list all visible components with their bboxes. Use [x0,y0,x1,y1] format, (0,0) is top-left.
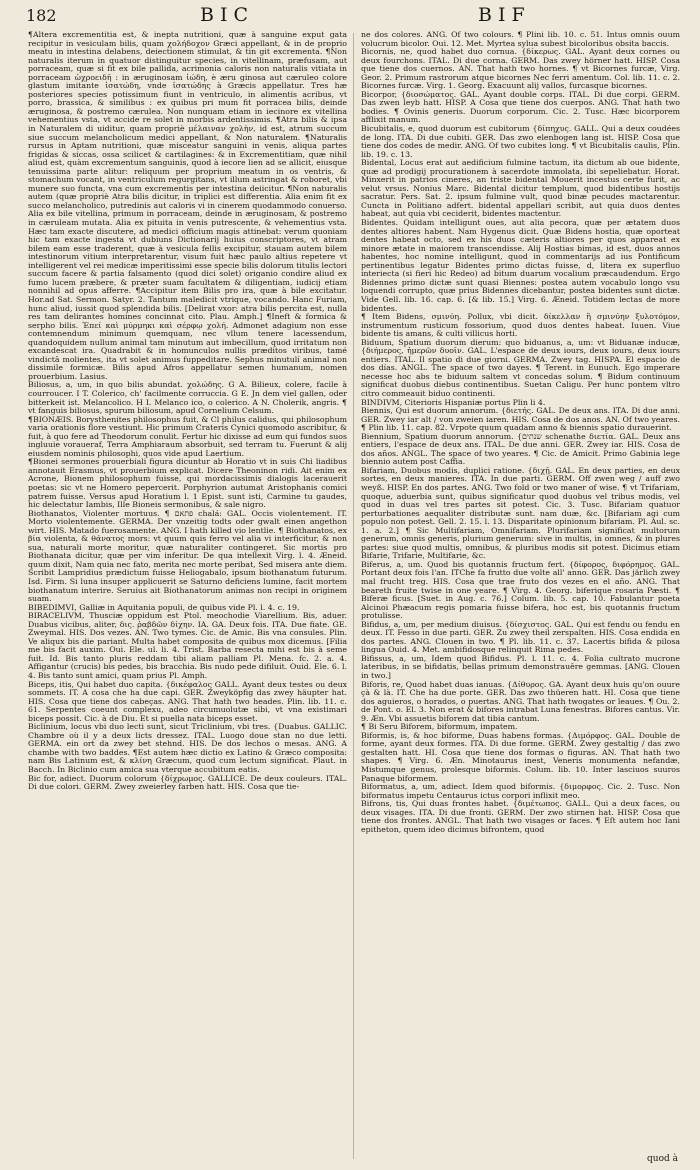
dictionary-entry: Biennis, Qui est duorum annorum. {διετής. GAL. De deux ans. ITA. Di due anni. GER. Zwey iar alt / von zweien iaren. HIS. Cosa de dos anos. AN. Of two yeares. ¶ Plin lib. 11. cap. 82. Vrpote quum quadam anno & biennis spatio durauerint. [361,406,680,433]
dictionary-entry: Bifrons, tis, Qui duas frontes habet. {διμέτωπος. GALL. Qui a deux faces, ou deux visages. ITA. Di due fronti. GERM. Der zwo stirnen hat. HISP. Cosa que tiene dos frontes. ANGL. That hath two visages or faces. ¶ Eſt autem hoc Iani epitheton, quem ideo dicimus bifrontem, quod [361,799,680,834]
dictionary-entry: Bifariam, Duobus modis, duplici ratione. {διχῇ. GAL. En deux parties, en deux sortes, en deux manieres. ITA. In due parti. GERM. Off zwen weg / auff zwo weyß. HISP. En dos partes. ANG. Two fold or two maner of wise. ¶ vt Trifariam, quoque, aduerbia sunt, quibus significatur quod duobus vel tribus modis, vel quod in duas vel tres partes sit potest. Cic. 3. Tusc. Bifariam quatuor perturbationes aequaliter distributæ sunt. nam duæ, &c. [Bifariam agi cum populo non potest. Gell. 2. 15. l. 13. Disparitate opinionum bifariam. Pl. Aul. sc. 1. a. 2.] ¶ Sic Multifariam, Omnifariam. Plurifariam significat multorum generum, omnis generis, plurium generum: sive in multis, in omnes, & in plures partes: siue quod multis, omnibus, & pluribus modis sit potest. Dicimus etiam Bifarie, Trifarie, Multifarie, &c. [361,465,680,561]
dictionary-entry: ¶Bionei sermones prouerbiali figura dicuntur ab Horatio vt in suis Chi liadibus annotauit Erasmus, vt prouerbium explicat. Dicere Theoninon ridi. Ait enim ex Acrone, Bionem philosophum fuisse, qui mordacissimis dialogis lacerauerit poetas: sic vt ne Homero pepercerit. Porphyrion autumat Aristophanis comici patrem fuisse. Versus apud Horatium l. 1 Epist. sunt isti, Carmine tu gaudes, hic delectatur Iambis, Ille Bioneis sermonibus, & sale nigro. [28,457,347,510]
dictionary-entry: Biclinium, locus vbi duo lecti sunt, sicut Triclinium, vbi tres. {Duabus. GALLIC. Chambre où il y a deux licts dressez. ITAL. Luogo doue stan no due letti. GERMA. ein ort da zwey bet stehnd. HIS. De dos lechos o mesas. ANG. A chambe with two baddes. ¶Est autem hæc dictio ex Latino & Græco composita: nam Bis Latinum est, & κλίνη Græcum, quod cum lectum significat. Plaut. in Bacch. In Biclinio cum amica sua vterque accubitum eatis. [28,722,347,775]
dictionary-entry: Bic for, adiect. Duorum colorum {δίχρωμος. GALLICE. De deux couleurs. ITAL. Di due colori. GERM. Zwey zweierley farben hatt. HIS. Cosa que tie- [28,773,347,792]
right-headword: BIF [478,4,531,26]
dictionary-entry: Biothanatos, Violenter mortuus. ¶ פתאם chalá: GAL. Occis violentement. IT. Morto violentemente. GERMA. Der vnzeitig todts oder gwalt einen angethon wirt. HIS. Matado fuerosamente. ANG. I hath killed vio lentlie. ¶ Biothanatos, ex βία violenta, & θάνατος mors: vt quum quis ferro vel alia vi interficitur, & non sua, naturali morte moritur, quæ naturaliter contingeret. Sic mortis pro Biothanata dicitur, quæ per vim inferitur. De qua intellexit Virg. l. 4. Æneid. quum dixit, Nam quia nec fato, merita nec morte peribat, Sed misera ante diem. Scribit Lampridius prædictum fuisse Heliogabalo, ipsum biothanatum futurum. Isd. Firm. Si luna insuper applicuerit se Saturno deficiens lumine, facit mortem biothanatum interire. Seruius ait Biothanatorum animas non recipi in originem suam. [28,508,347,604]
left-column [28,31,347,1163]
dictionary-entry: Bicornis, ne, quod habet duo cornua. {δίκερως. GAL. Ayant deux cornes ou deux fourchons. ITAL. Di due corna. GERM. Das zwey hörner hatt. HISP. Cosa que tiene dos cuernos. AN. That hath two hornes. ¶ vt Bicornes furcæ, Virg. Geor. 2. Primum rastrorum atque bicornes Nec ferri amentum. Col. lib. 11. c. 2. Bicornes furcæ. Virg. 1. Georg. Exacuunt alij vallos, furcasque bicornes. [361,47,680,91]
dictionary-entry: Biformis, is, & hoc biforme, Duas habens formas. {Διμόρφος. GAL. Double de forme, ayant deux formes. ITA. Di due forme. GERM. Zwey gestaltig / das zwo gestalten hatt. HI. Cosa que tiene dos formas o figuras. AN. That hath two shapes. ¶ Virg. 6. Æn. Minotaurus inest, Veneris monumenta nefandæ, Mistumque genus, prolesque biformis. Colum. lib. 10. Inter lasciuos suuros Panaque biformem. [361,730,680,783]
dictionary-entry: Bifidus, a, um, per medium diuisus. {δίσχιστος. GAL. Qui est fendu ou fendu en deux. IT. Fesso in due parti. GER. Zu zwey theil zerspalten. HIS. Cosa endida en dos partes. ANG. Clouen in two. ¶ Pl. lib. 11. c. 37. Lacertis bifida & pilosa lingua Ouid. 4. Met. ambifidosque relinquit Rima pedes. [361,619,680,655]
dictionary-entry: ¶ Bi Seru Biforem, biformum, impatem. [361,722,518,732]
dictionary-entry: ¶Altera excrementitia est, & inepta nutritioni, quæ à sanguine exput gata recipitur in vesiculam bilis, quam χολήδοχον Græci appellant, & in de proprio meatu in intestina delabens, deiectionem stimulat, & tin git excrementa. ¶Non naturalis iterum in quatuor distinguitur species, in vitellinam, præfusam, aut porraceam, quæ si fit ex bile pallida, acrimonia caloris non naturalis vitiata in porraceam ὠχροειδῆ : in æruginosam ἰώδη, è æru ginosa aut cæruleo colore glastum imitante ἰσατώδη, vnde ἰσατώδης à Græcis appellatur. Tres hæ posteriores species potissimum fiunt in ventriculo, in alimentis acribus, vt porro, brassica, & similibus : ex quibus pri mum fit porracea bilis, deinde æruginosa, & postremo cærulea. Non nunquam etiam in iecinore ex vitellina vehementius vsta, vt accide re solet in morbis ardentissimis. ¶Atra bilis & ipsa in Naturalem di uiditur, quam propriè μέλαιναν χολὴν, id est, atrum succum siue succum melancholicum medici appellant, & Non naturalem. ¶Naturalis rursus in Aptam nutritioni, quæ misceatur sanguini in venis, aliqua partes frigidas & siccas, ossa scilicet & cartilagines: & in Excrementitiam, quæ nihil aliud est, quàm excrementum sanguinis, quod à iecore lien ad se allicit, eiusque tenuissima parte alitur: reliquum per proprium meatum in os ventris, & stomachum vocant, in ventriculum regurgitans, vt illum astringat & roboret, vbi munere suo functa, vna cum excrementis per intestina deiicitur. ¶Non naturalis autem (quæ propriè Atra bilis dicitur, in triplici est differentia. Alia enim fit ex succo melancholico, putredinis aut caloris vi in cinerem quodammodo conuerso. Alia ex bile vitellina, primum in porraceam, deinde in æruginosam, & postremo in cæruleam mutata. Alia ex pituita in venis putrescente, & vehementius vsta. Hæc tam exacte discutere, ad medici officium magis attinebat: verum quoniam hic tam exacte ingesta vt dubiuns Dictionarij huius conscriptores, vt atram bilem eam esse traderent, quæ à vesicula fellis excipitur, stauam autem bilem intestinorum vitium interpretarentur, visum fuit hæc paulo altius repetere vt intelligerent vel rei medicæ imperitissimi esse specie bilis dolorum titulis lectori succum facere & partia falsamento (quod dici solet) origanio condire aliud ex fumo lucem præbere, & præter suam facultatem & diligentiam, iudicij etiam nonnihil ad opus afferre. ¶Accipitur item Bilis pro ira, quæ à bile excitatur. Hor.ad Sat. Sermon. Satyr. 2. Tantum maledicit vtrique, vocando. Hanc Furiam, hunc aliud, iussit quod splendida bilis. [Delirat vxor: atra bilis percita est, nulla res tam delirantes homines concinnat cito. Plau. Amph.] ¶Ineft & formica & serpho bilis. Ἐπεί καὶ μύρμηκι καὶ σέρφῳ χολή. Admonet adagium non esse contemnendum minimum quemquam, nec vllum tenere lacessendum, quandoquidem nullum animal tam minutum aut imbecillum, quod irritatum non excandescat ira. Quadrabit & in homunculos nullis præditos viribus, tamé vindictâ molientes, ita vt solet animus fuppeditare. Sephus minutulí animal non dissimile formicæ. Bilis apud Afros appellatur semen humanum, nomen prouerbium. Lasius. [28,31,347,381]
dictionary-entry: Bidental, Locus erat aut aedificium fulmine tactum, ita dictum ab oue bidente, quæ ad prodigij procurationem à sacerdote immolata, ibi sepeliebatur. Horat. Minxerit in patrios cineres, an triste bidental Mouerit incestus certe furit, ac velut vrsus. Nonius Marc. Bidental dicitur templum, quod bidentibus hostijs sacratur. Pers. Sat. 2. ipsum fulmine vult, quod binæ pecudes mactarentur. Cuncta in Politiano adfert. bidental appellari scribit, aut quia duos dentes habeat, aut quia vbi ceciderit, bidentes mactentur. [361,158,680,219]
dictionary-entry: Bicubitalis, e, quod duorum est cubitorum {δίπηχυς. GALL. Qui a deux coudées de long. ITA. Di due cubiti. GER. Das zwo elenbogen lang ist. HISP. Cosa que tiene dos codes de medir. ANG. Of two cubites long. ¶ vt Bicubitalis caulis, Plin. lib. 19. c. 13. [361,124,680,159]
right-column [361,31,680,1163]
dictionary-entry: Biliosus, a, um, in quo bilis abundat. χολώδης. G A. Bilieux, colere, facile à courroucer. I T. Colerico, ch' facilmente corruccia. G E. Jn dem viel gallen, oder bitterkeit ist. Melancolico. H I. Melanco ico, o colerico. A N. Cholerik, angris. ¶ vt fanguis biliosus, spurum biliosum, apud Cornelium Celsum. [28,380,347,416]
catchword: quod à [647,1154,678,1164]
dictionary-entry: ¶BIONÆIS. Borysthenites philosophus fuit, & Cl philus calidus, qui philosophum varia orationis flore vestiunt. Hic primum Crateris Cynici quomodo ascribitur, & fuit, à quo fere ad Theodorum conulit. Fertur hic dixisse ad eum qui fundos suos ingluuie voraueraf, Terra Amphiaraum absorbuit, sed terram tu. Fuerunt & alij eiusdem nominis philosophi, quos vide apud Laertium. [28,414,347,458]
dictionary-entry: Biforis, re, Quod habet duas ianuas. {Δίθυρος. GA. Ayant deux huis qu'on ouure çà & là. IT. Che ha due porte. GER. Das zwo thüeren hatt. HI. Cosa que tiene dos aguieros, o horados, o puertas. ANG. That hath twogates or leaues. ¶ Ou. 2. de Pont. o. El. 3. Non erat & bifores intrabat Luna fenestras. Bifores cantus. Vir. 9. Æn. Vbi assuetis biforem dat tibia cantum. [361,679,680,723]
page-number: 182 [26,6,57,25]
dictionary-entry: Biduum, Spatium duorum dierum: quo biduanus, a, um: vt Biduanæ inducæ, {διήμερος, ἡμερῶν δυοῖν. GAL. L'espace de deux iours, deux iours, deux iours entiers. ITAL. Il spatio di due giorni. GERMA. Zwey tag. HISPA. El espacio de dos días. ANGL. The space of two dayes. ¶ Terent. in Eunuch. Ego imperare necesse hoc abs te biduum saltem vt concedas solum. ¶ Bidum continuum significat duobus diebus continentibus. Suetan Caligu. Per hunc pontem vltro citro commeauit biduo continenti. [361,337,680,398]
dictionary-entry: Bicorpor, {διοσώματος. GAL. Ayant double corps. ITAL. Di due corpi. GERM. Das zwen leyb hatt. HISP. A Cosa que tiene dos cuerpos. ANG. That hath two bodies. ¶ Ovinis generis. Duorum corporum. Cic. 2. Tusc. Hæc bicorporem afflixit manum. [361,89,680,125]
dictionary-entry: Biennium, Spatium duorum annorum. {שנתים schenathe διετία. GAL. Deux ans entiers, l'espace de deux ans. ITAL. De due anni. GER. Zwey iar. HIS. Cosa de dos años. ANGL. The space of two yeares. ¶ Cic. de Amicit. Primo Gabinia lege biennio autem post Caffia. [361,431,680,467]
running-head [0,4,700,30]
dictionary-entry: Biferus, a, um. Quod bis quotannis fructum fert. {δίφορος, διφόρημος. GAL. Portant deux fois l'an. ITChe fa frutto due volte all' anno. GER. Das järlich zwey mal frucht treg. HIS. Cosa que trae fruto dos vezes en el año. ANG. That beareth fruite twise in one yeare. ¶ Virg. 4. Georg. biferique rosaria Pæsti. ¶ Biferæ ficus. [Suet. in Aug. c. 76.] Colum. lib. 5. cap. 10. Fabulantur poeta Alcinoi Phæacum regis pomaria fuisse bifera, hoc est, bis quotannis fructum protulisse. [361,559,680,621]
dictionary-entry: Biceps, itis, Qui habet duo capita. {δικέφαλος GALL. Ayant deux testes ou deux sommets. IT. A cosa che ha due capi. GER. Zweyköpfig das zwey häupter hat. HIS. Cosa que tiene dos cabeças. ANG. That hath two heades. Plin. lib. 11. c. 61. Serpentes coeunt complexu, adeo circumuolutæ sibi, vt vna existimari biceps possit. Cic. à de Diu. Et si puella nata biceps esset. [28,679,347,723]
dictionary-entry: Biformatus, a, um, adiect. Idem quod biformis. {διμορφος. Cic. 2. Tusc. Non biformatus impetu Centaurus ictus corpori inflixit meo. [361,782,680,800]
column-divider [353,33,354,1159]
dictionary-entry: ¶ Item Bidens, σμινύη. Pollux, vbi dicit. δίκελλαν ἢ σμινύην ξυλοτόμον, instrumentum rusticum fossorium, quod duos dentes habeat. Iuuen. Viue bidente tis amans, & culti villicus horti. [361,312,680,339]
left-headword: BIC [200,4,255,26]
dictionary-entry: Bidentes. Quidam intelligunt oues, aut alia pecora, quæ per ætatem duos dentes altiores habent. Nam Hygenus dicit. Quæ Bidens hostia, quæ oporteat dentes habeat octo, sed ex his duos cæteris altiores per quos appareat ex minore ætate in maiorem transcendisse. Alij Hostias bimas, id est, duos annos habentes, hoc nomine intelligunt, quod in commentarijs ad ius Pontificum pertinentibus legatur Bidentes primo dictas fuisse, d, litera ex superfluo interiecta (si fieri hic Redeo) ad bitum duarum vocalium præcaudendum. Ergo Bidennes primo dictæ sunt quasi Biennes: postea autem vocabulo longo vsu loquendi corrupto, quæ prius Bidennes dicebantur, postea bidentes sunt dictæ. Vide Gell. lib. 16. cap. 6. [& lib. 15.] Virg. 6. Æneid. Totidem lectas de more bidentes. [361,218,680,313]
dictionary-entry: ne dos colores. ANG. Of two colours. ¶ Plini lib. 10. c. 51. Intus omnis ouum volucrum bicolor. Oui. 12. Met. Myrtea sylua subest bicoloribus obsita baccis. [361,31,680,48]
dictionary-entry: BIBEDIMVI, Galliæ in Aquitania populi, de quibus vide Pl. l. 4. c. 19. [28,602,300,612]
dictionary-entry: BIRACELIVM, Thusciæ oppidum est Ptol. meochodie Viarellium. Bis, aduer. Duabus vicibus, aliter, δις. ῥαβδῶν δίχην. IA. GA. Deux fois. ITA. Due fiate. GE. Zweymal. HIS. Dos vezes. AN. Two tymes. Cic. de Amic. Bis vna consules. Plin. Ve aliqux bis die pariant. Multa habet composita de quibus mox dicemus. [Filia me bis facit auxim. Oui. Ele. ul. li. 4. Trist. Barba resecta mihi est bis à seme fuit. Id. Bis tanto pluris reddam tibi aliam palliam Pl. Mena. fc. 2. a. 4. Affigantur (crucis) bis pedes, bis bracchia. Bis nudo pede difiluit. Ouid. Ele. 6. l. 4. Bis tanto sunt amici, quam prius Pl. Amph. [28,611,347,681]
dictionary-entry: BINDIVM, Citerioris Hispaniæ portus Plin li 4. [361,397,546,407]
dictionary-entry: Bifissus, a, um, Idem quod Bifidus. Pl. l. 11. c. 4. Folia cultrato mucrone lateribus, in se bifidatis, bellas primum demonstrauêre gemmas. [ANG. Clouen in two.] [361,653,680,681]
